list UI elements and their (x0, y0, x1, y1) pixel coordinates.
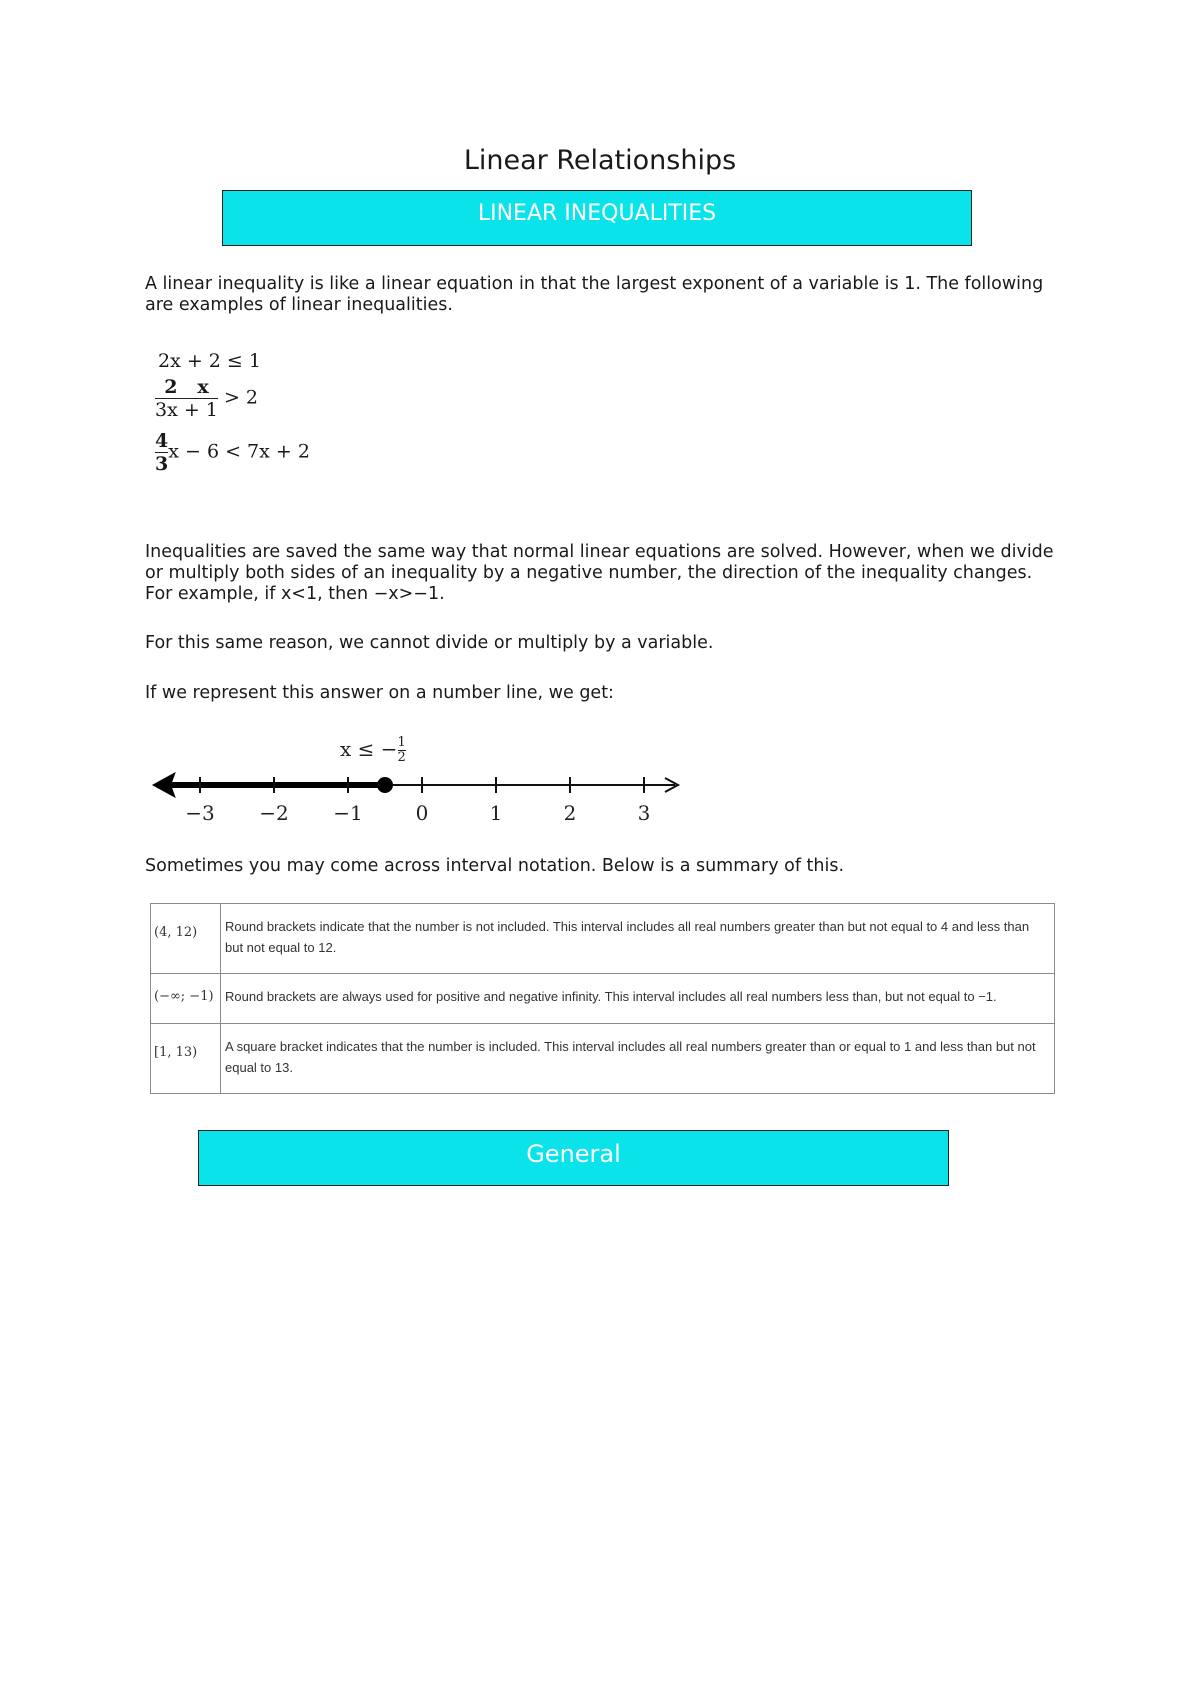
number-line (150, 760, 690, 830)
example-3-rest: x − 6 < 7x + 2 (168, 440, 310, 463)
number-line-label-num: 1 (397, 735, 406, 750)
section-banner-general: General (198, 1130, 949, 1186)
number-line-label-lhs: x ≤ − (340, 737, 398, 761)
example-2-numerator: 2 x (164, 376, 209, 398)
example-2-denominator: 3x + 1 (155, 399, 218, 421)
tick-label: −3 (185, 801, 215, 825)
page-title: Linear Relationships (463, 145, 737, 176)
variable-paragraph: For this same reason, we cannot divide or multiply by a variable. (145, 633, 714, 653)
table-row (151, 1024, 1055, 1094)
tick-label: 3 (637, 801, 651, 825)
table-row (151, 904, 1055, 974)
example-3 (155, 430, 310, 475)
interval-symbol: (−∞; −1) (151, 974, 221, 1024)
example-2-relation: > 2 (223, 386, 259, 409)
intro-paragraph: A linear inequality is like a linear equation in that the largest exponent of a variable is 1. The following are examples of linear inequalities. (145, 274, 1044, 315)
interval-notation-table (150, 903, 1055, 1094)
tick-label: 2 (563, 801, 577, 825)
number-line-label-den: 2 (397, 750, 406, 765)
interval-symbol: [1, 13) (151, 1024, 221, 1094)
example-2 (155, 376, 258, 421)
number-line-paragraph: If we represent this answer on a number line, we get: (145, 683, 614, 703)
solving-paragraph: Inequalities are saved the same way that normal linear equations are solved. However, when we divide or multiply both sides of an inequality by a negative number, the direction of the inequality changes. For example, if x<1, then −x>−1. (145, 542, 1054, 604)
interval-description: Round brackets are always used for positive and negative infinity. This interval includes all real numbers less than, but not equal to −1. (221, 974, 1055, 1024)
tick-label: −1 (333, 801, 363, 825)
example-1: 2x + 2 ≤ 1 (158, 350, 261, 372)
interval-description: A square bracket indicates that the number is included. This interval includes all real numbers greater than or equal to 1 and less than but not equal to 13. (221, 1024, 1055, 1094)
section-banner-linear-inequalities: LINEAR INEQUALITIES (222, 190, 972, 246)
tick-label: 0 (415, 801, 429, 825)
interval-symbol: (4, 12) (151, 904, 221, 974)
example-3-numerator: 4 (155, 430, 169, 452)
closed-endpoint (377, 777, 393, 793)
tick-label: 1 (489, 801, 503, 825)
left-arrow-icon (154, 774, 174, 796)
tick-label: −2 (259, 801, 289, 825)
interval-description: Round brackets indicate that the number is not included. This interval includes all real numbers greater than but not equal to 4 and less than but not equal to 12. (221, 904, 1055, 974)
example-3-denominator: 3 (155, 453, 169, 475)
interval-paragraph: Sometimes you may come across interval notation. Below is a summary of this. (145, 856, 845, 876)
table-row (151, 974, 1055, 1024)
number-line-axis (154, 774, 678, 796)
